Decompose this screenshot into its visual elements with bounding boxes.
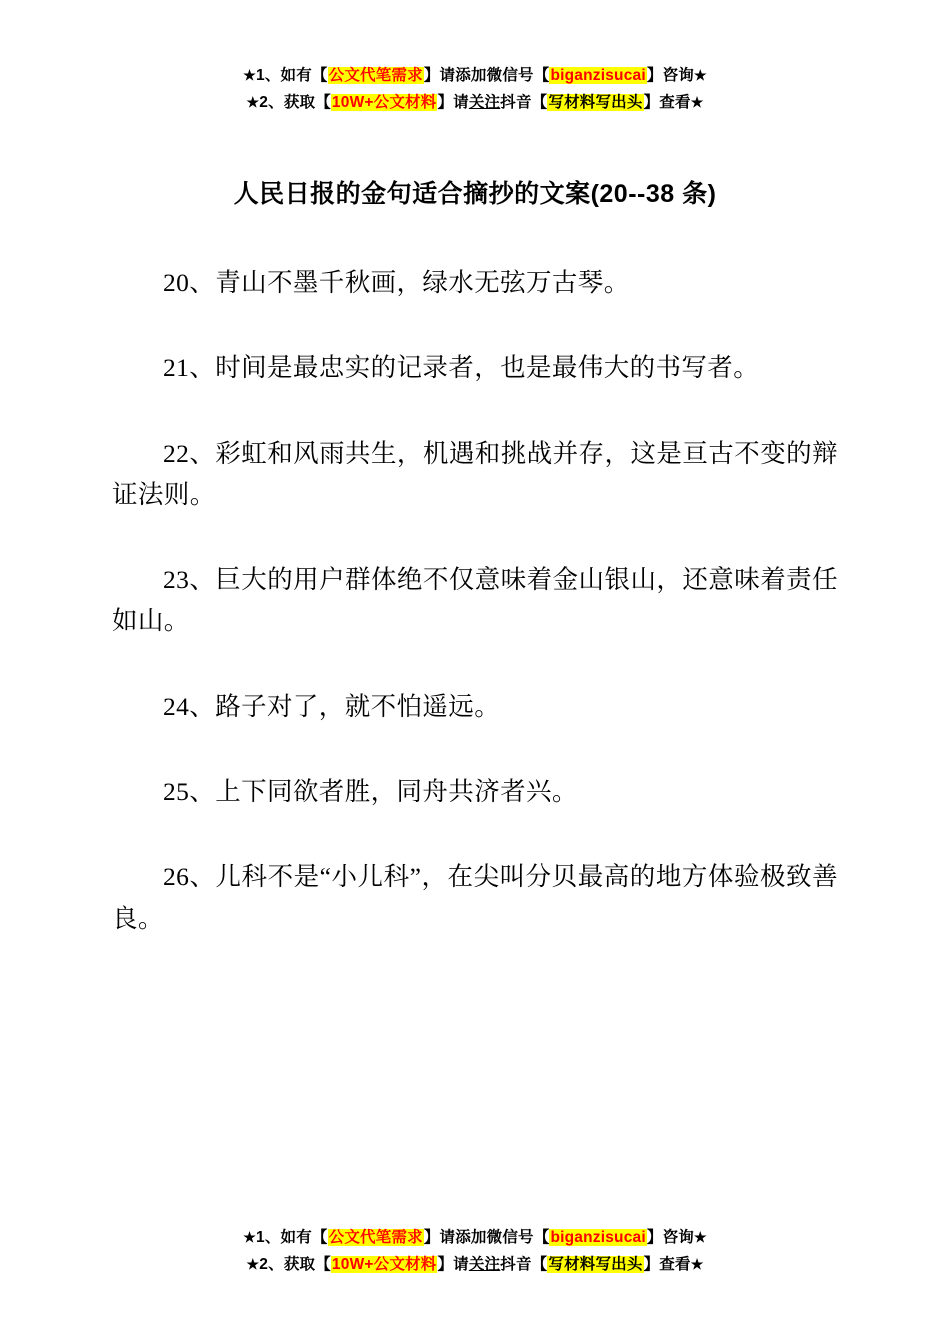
promo-banner-bottom bbox=[0, 1224, 950, 1278]
promo-banner-top-line-2 bbox=[112, 89, 838, 116]
promo-line1-suffix: 咨询 bbox=[662, 1229, 694, 1246]
paragraph-26: 26、儿科不是“小儿科”，在尖叫分贝最高的地方体验极致善良。 bbox=[112, 862, 838, 933]
promo-line1-middle: 请添加微信号 bbox=[439, 1229, 534, 1246]
star-icon: ★ bbox=[246, 94, 260, 110]
promo-banner-bottom-line-1 bbox=[0, 1224, 950, 1251]
paragraph-22: 22、彩虹和风雨共生，机遇和挑战并存，这是亘古不变的辩证法则。 bbox=[112, 438, 838, 509]
promo-line1-bracket-open-2: 【 bbox=[533, 67, 550, 84]
promo-line2-highlight-2: 写材料写出头 bbox=[548, 1256, 643, 1273]
promo-line2-middle-plain: 请 bbox=[453, 94, 469, 111]
promo-line2-prefix: 2、获取 bbox=[259, 94, 316, 111]
promo-line1-highlight-2: biganzisucai bbox=[550, 1229, 646, 1246]
promo-line1-prefix: 1、如有 bbox=[256, 67, 312, 84]
paragraph-24: 24、路子对了，就不怕遥远。 bbox=[163, 691, 501, 721]
paragraph-21: 21、时间是最忠实的记录者，也是最伟大的书写者。 bbox=[163, 353, 760, 383]
promo-line2-suffix: 查看 bbox=[659, 94, 691, 111]
promo-line1-bracket-close: 】 bbox=[423, 1229, 440, 1246]
promo-line2-bracket-open-2: 【 bbox=[531, 94, 548, 111]
star-icon: ★ bbox=[246, 1256, 260, 1272]
promo-line2-middle-underline: 关注 bbox=[468, 94, 501, 111]
promo-line2-middle-plain-2: 抖音 bbox=[500, 1256, 532, 1273]
promo-line1-highlight-1: 公文代笔需求 bbox=[328, 1229, 423, 1246]
promo-line1-middle: 请添加微信号 bbox=[439, 67, 534, 84]
promo-line1-bracket-open: 【 bbox=[311, 67, 328, 84]
promo-line1-highlight-2: biganzisucai bbox=[550, 67, 646, 84]
star-icon: ★ bbox=[243, 1229, 256, 1245]
promo-line2-highlight-1: 10W+公文材料 bbox=[331, 94, 437, 111]
promo-line1-bracket-open: 【 bbox=[311, 1229, 328, 1246]
star-icon: ★ bbox=[690, 1256, 704, 1272]
promo-line1-highlight-1: 公文代笔需求 bbox=[328, 67, 423, 84]
promo-line2-bracket-close: 】 bbox=[437, 1256, 454, 1273]
promo-line2-highlight-2: 写材料写出头 bbox=[548, 94, 643, 111]
document-body bbox=[112, 262, 838, 939]
promo-line1-bracket-close-2: 】 bbox=[646, 1229, 663, 1246]
promo-line2-bracket-close-2: 】 bbox=[643, 1256, 660, 1273]
promo-line2-prefix: 2、获取 bbox=[259, 1256, 316, 1273]
star-icon: ★ bbox=[693, 1229, 707, 1245]
promo-line2-middle-plain-2: 抖音 bbox=[500, 94, 532, 111]
page-title: 人民日报的金句适合摘抄的文案(20--38 条) bbox=[233, 180, 717, 208]
promo-line1-suffix: 咨询 bbox=[662, 67, 694, 84]
promo-line2-middle-plain: 请 bbox=[453, 1256, 469, 1273]
promo-line2-bracket-close: 】 bbox=[437, 94, 454, 111]
promo-line2-highlight-1: 10W+公文材料 bbox=[331, 1256, 437, 1273]
star-icon: ★ bbox=[690, 94, 704, 110]
promo-line2-bracket-close-2: 】 bbox=[643, 94, 660, 111]
promo-line2-middle-underline: 关注 bbox=[468, 1256, 501, 1273]
promo-line1-prefix: 1、如有 bbox=[256, 1229, 312, 1246]
promo-banner-bottom-line-2 bbox=[0, 1251, 950, 1278]
paragraph-20: 20、青山不墨千秋画，绿水无弦万古琴。 bbox=[163, 268, 630, 297]
star-icon: ★ bbox=[243, 67, 256, 83]
promo-banner-top-line-1 bbox=[112, 62, 838, 89]
promo-line1-bracket-close-2: 】 bbox=[646, 67, 663, 84]
star-icon: ★ bbox=[693, 67, 707, 83]
paragraph-25: 25、上下同欲者胜，同舟共济者兴。 bbox=[163, 777, 578, 807]
promo-banner-top bbox=[112, 0, 838, 116]
promo-line1-bracket-open-2: 【 bbox=[533, 1229, 550, 1246]
paragraph-23: 23、巨大的用户群体绝不仅意味着金山银山，还意味着责任如山。 bbox=[112, 565, 838, 636]
promo-line2-bracket-open: 【 bbox=[315, 94, 331, 111]
promo-line2-bracket-open-2: 【 bbox=[531, 1256, 548, 1273]
promo-line2-bracket-open: 【 bbox=[315, 1256, 331, 1273]
promo-line2-suffix: 查看 bbox=[659, 1256, 691, 1273]
promo-line1-bracket-close: 】 bbox=[423, 67, 440, 84]
